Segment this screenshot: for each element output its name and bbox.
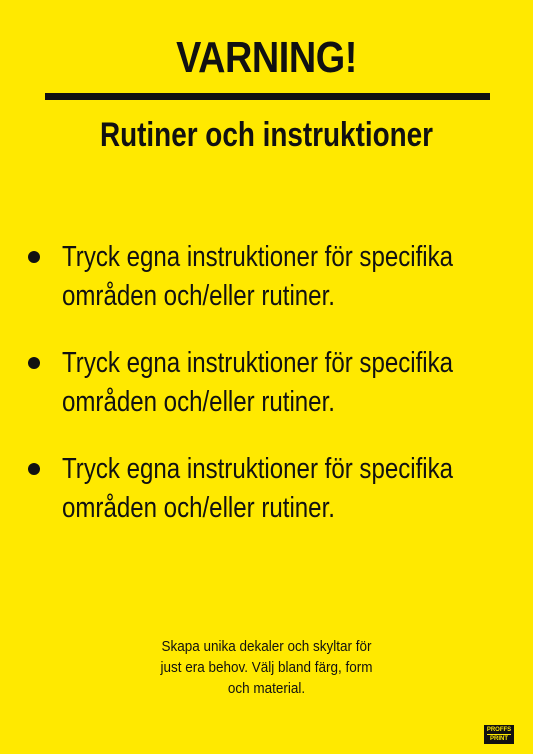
sign-subtitle: Rutiner och instruktioner: [99, 116, 434, 154]
bullet-icon: [28, 251, 40, 263]
list-item-text: [62, 450, 510, 528]
list-item-line: Tryck egna instruktioner för specifika: [62, 241, 454, 273]
sign-title: VARNING!: [176, 33, 357, 82]
proffsprint-logo: [484, 725, 514, 744]
title-divider: [45, 93, 490, 100]
footer-text: [27, 636, 507, 699]
bullet-icon: [28, 463, 40, 475]
instruction-list: [24, 238, 524, 556]
list-item-line: områden och/eller rutiner.: [62, 280, 335, 312]
logo-bottom-text: PRINT: [490, 736, 508, 742]
logo-top-text: PROFFS: [486, 727, 512, 733]
list-item: [24, 238, 524, 344]
list-item: [24, 450, 524, 556]
list-item-text: [62, 344, 510, 422]
list-item: [24, 344, 524, 450]
list-item-line: områden och/eller rutiner.: [62, 492, 335, 524]
list-item-line: Tryck egna instruktioner för specifika: [62, 347, 454, 379]
bullet-icon: [28, 357, 40, 369]
footer-line: Skapa unika dekaler och skyltar för: [161, 638, 372, 655]
list-item-line: Tryck egna instruktioner för specifika: [62, 453, 454, 485]
footer-line: och material.: [227, 680, 306, 697]
list-item-text: [62, 238, 510, 316]
footer-line: just era behov. Välj bland färg, form: [160, 659, 373, 676]
list-item-line: områden och/eller rutiner.: [62, 386, 335, 418]
